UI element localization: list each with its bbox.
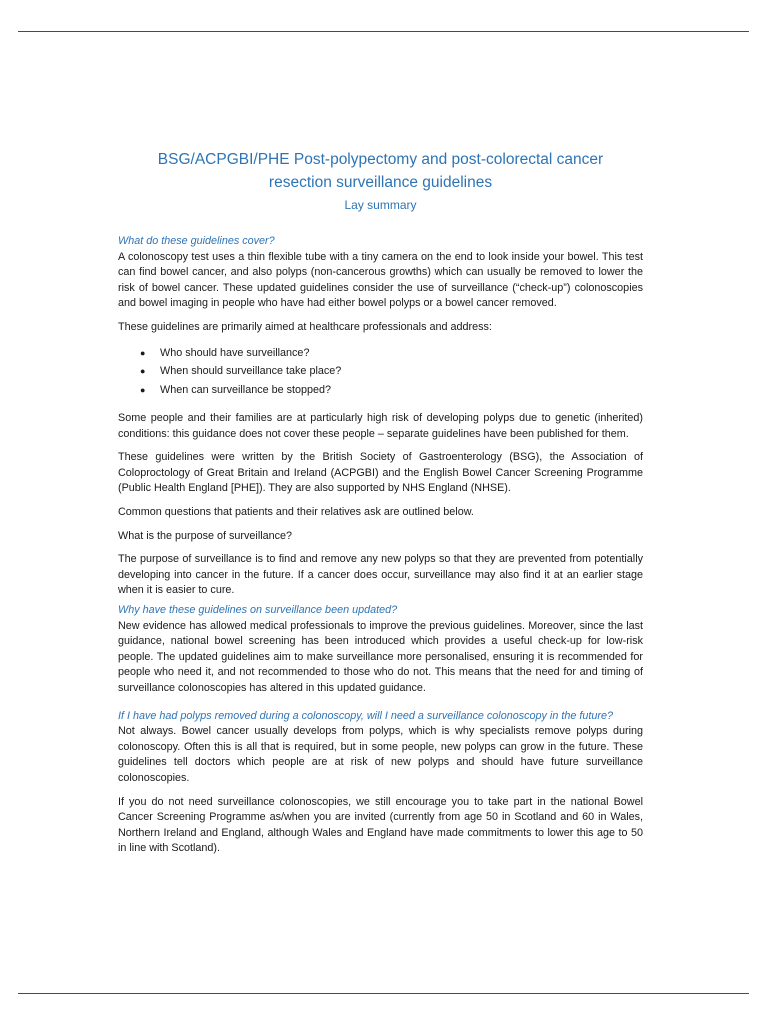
heading-what-cover: What do these guidelines cover?	[118, 235, 275, 247]
paragraph-common-questions: Common questions that patients and their relatives ask are outlined below.	[118, 506, 474, 519]
paragraph-purpose: The purpose of surveillance is to find and remove any new polyps so that they are prevented from potentially developing into cancer in the future. If a cancer does occur, surveillance may also find it at an earlier stage when it is easier to cure.	[118, 553, 643, 597]
heading-polyps-removed: If I have had polyps removed during a colonoscopy, will I need a surveillance colonoscopy in the future?	[118, 709, 613, 722]
paragraph-screening-programme: If you do not need surveillance colonoscopies, we still encourage you to take part in the national Bowel Cancer Screening Programme as/when you are invited (currently from age 50 in Scotland and 60 in Wales, Northern Ireland and England, although Wales and England have made commitments to lower this age to 50 in line with Scotland).	[118, 795, 643, 855]
list-item-text: When can surveillance be stopped?	[160, 383, 332, 396]
list-item-text: Who should have surveillance?	[160, 346, 310, 359]
paragraph-colonoscopy: A colonoscopy test uses a thin flexible tube with a tiny camera on the end to look inside your bowel. This test can find bowel cancer, and also polyps (non-cancerous growths) which can usually be removed to lower the risk of bowel cancer. These updated guidelines consider the use of surveillance (“check-up”) colonoscopies and bowel imaging in people who have had either bowel polyps or a bowel cancer removed.	[118, 250, 643, 310]
document-subtitle: Lay summary	[344, 198, 417, 212]
paragraph-not-always: Not always. Bowel cancer usually develops from polyps, which is why specialists remove polyps during colonoscopy. Often this is all that is required, but in some people, new polyps can grow in the future. These guidelines tell doctors which people are at risk of new polyps and should have future surveillance colonoscopies.	[118, 725, 643, 784]
bullet-list	[118, 344, 643, 400]
paragraph-genetic: Some people and their families are at particularly high risk of developing polyps due to genetic (inherited) conditions: this guidance does not cover these people – separate guidelines have been published for them.	[118, 412, 643, 440]
question-purpose: What is the purpose of surveillance?	[118, 529, 293, 542]
bullet-icon: ●	[140, 366, 146, 377]
top-rule	[18, 31, 749, 32]
bottom-rule	[18, 993, 749, 994]
bullet-icon: ●	[140, 384, 146, 395]
list-item	[140, 362, 643, 381]
bullet-icon: ●	[140, 347, 146, 358]
title-line-2: resection surveillance guidelines	[268, 174, 493, 191]
paragraph-authors: These guidelines were written by the British Society of Gastroenterology (BSG), the Association of Coloproctology of Great Britain and Ireland (ACPGBI) and the English Bowel Cancer Screening Programme (Public Health England [PHE]). They are also supported by NHS England (NHSE).	[118, 451, 643, 495]
heading-why-updated: Why have these guidelines on surveillance been updated?	[118, 604, 398, 616]
document-title	[118, 148, 643, 194]
document-body	[118, 234, 643, 857]
paragraph-aimed: These guidelines are primarily aimed at healthcare professionals and address:	[118, 320, 492, 333]
list-item-text: When should surveillance take place?	[160, 365, 342, 378]
document-page	[118, 148, 643, 865]
list-item	[140, 344, 643, 363]
list-item	[140, 381, 643, 400]
paragraph-updated: New evidence has allowed medical professionals to improve the previous guidelines. Moreover, since the last guidance, national bowel screening has been introduced which provides a useful check-up for low-risk people. The updated guidelines aim to make surveillance more personalised, ensuring it is recommended for people who need it, and not recommended to those who do not. This means that the need for and timing of surveillance colonoscopies has altered in this updated guidance.	[118, 619, 643, 694]
title-line-1: BSG/ACPGBI/PHE Post-polypectomy and post-colorectal cancer	[157, 151, 604, 168]
